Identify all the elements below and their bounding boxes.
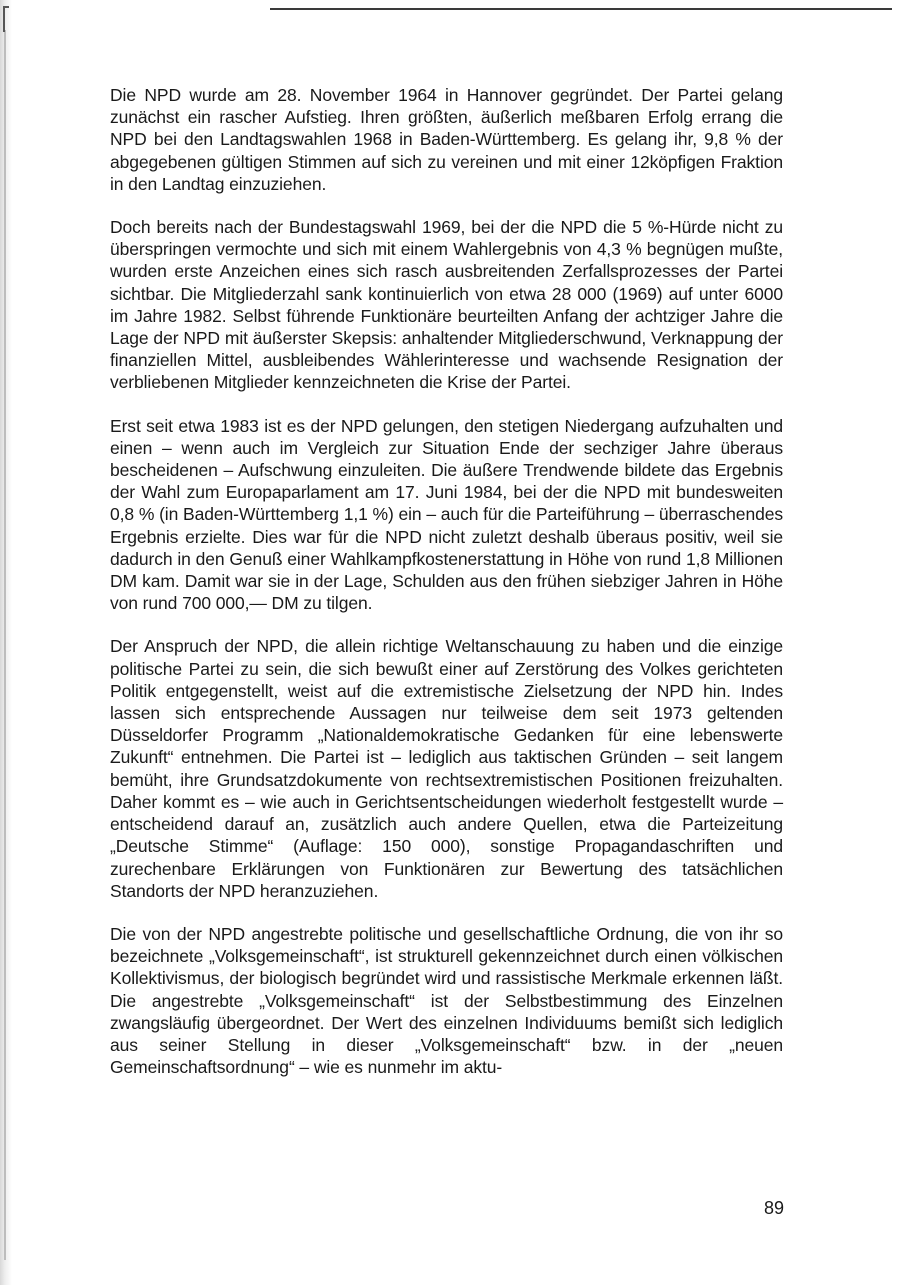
paragraph-volksgemeinschaft: Die von der NPD angestrebte politische und gesellschaftliche Ordnung, die von ihr so bezeichnete „Volksgemeinschaft“, ist strukturell gekennzeichnet durch einen völkischen Kollektivismus, der biologisch begründet wird und rassistische Merkmale erkennen läßt. Die angestrebte „Volksgemeinschaft“ ist der Selbstbestimmung des Einzelnen zwangsläufig übergeordnet. Der Wert des einzelnen Individuums bemißt sich lediglich aus seiner Stellung in dieser „Volksgemeinschaft“ bzw. in der „neuen Gemeinschaftsordnung“ – wie es nunmehr im aktu- (110, 923, 783, 1078)
page-edge-line (4, 30, 6, 1260)
top-rule-line (270, 8, 892, 10)
corner-crop-mark (3, 6, 9, 32)
page-number: 89 (763, 1198, 784, 1218)
paragraph-founding: Die NPD wurde am 28. November 1964 in Hannover gegründet. Der Partei gelang zunächst ein rascher Aufstieg. Ihren größten, äußerlich meßbaren Erfolg errang die NPD bei den Landtagswahlen 1968 in Baden-Württemberg. Es gelang ihr, 9,8 % der abgegebenen gültigen Stimmen auf sich zu vereinen und mit einer 12köpfigen Fraktion in den Landtag einzuziehen. (110, 85, 783, 194)
page-binding-shadow (0, 0, 12, 1285)
paragraph-decline: Doch bereits nach der Bundestagswahl 1969, bei der die NPD die 5 %-Hürde nicht zu überspringen vermochte und sich mit einem Wahlergebnis von 4,3 % begnügen mußte, wurden erste Anzeichen eines sich rasch ausbreitenden Zerfallsprozesses der Partei sichtbar. Die Mitgliederzahl sank kontinuierlich von etwa 28 000 (1969) auf unter 6000 im Jahre 1982. Selbst führende Funktionäre beurteilten Anfang der achtziger Jahre die Lage der NPD mit äußerster Skepsis: anhaltender Mitgliederschwund, Verknappung der finanziellen Mittel, ausbleibendes Wählerinteresse und wachsende Resignation der verbliebenen Mitglieder kennzeichneten die Krise der Partei. (110, 217, 783, 393)
paragraph-recovery: Erst seit etwa 1983 ist es der NPD gelungen, den stetigen Niedergang aufzuhalten und einen – wenn auch im Vergleich zur Situation Ende der sechziger Jahre überaus bescheidenen – Aufschwung einzuleiten. Die äußere Trendwende bildete das Ergebnis der Wahl zum Europaparlament am 17. Juni 1984, bei der die NPD mit bundesweiten 0,8 % (in Baden-Württemberg 1,1 %) ein – auch für die Parteiführung – überraschendes Ergebnis erzielte. Dies war für die NPD nicht zuletzt deshalb überaus positiv, weil sie dadurch in den Genuß einer Wahlkampfkostenerstattung in Höhe von rund 1,8 Millionen DM kam. Damit war sie in der Lage, Schulden aus den frühen siebziger Jahren in Höhe von rund 700 000,— DM zu tilgen. (110, 415, 783, 614)
paragraph-claim: Der Anspruch der NPD, die allein richtige Weltanschauung zu haben und die einzige politische Partei zu sein, die sich bewußt einer auf Zerstörung des Volkes gerichteten Politik entgegenstellt, weist auf die extremistische Zielsetzung der NPD hin. Indes lassen sich entsprechende Aussagen nur teilweise dem seit 1973 geltenden Düsseldorfer Programm „Nationaldemokratische Gedanken für eine lebenswerte Zukunft“ entnehmen. Die Partei ist – lediglich aus taktischen Gründen – seit langem bemüht, ihre Grundsatzdokumente von rechtsextremistischen Positionen freizuhalten. Daher kommt es – wie auch in Gerichtsentscheidungen wiederholt festgestellt wurde – entscheidend darauf an, zusätzlich auch andere Quellen, etwa die Parteizeitung „Deutsche Stimme“ (Auflage: 150 000), sonstige Propagandaschriften und zurechenbare Erklärungen von Funktionären zur Bewertung des tatsächlichen Standorts der NPD heranzuziehen. (110, 636, 783, 901)
body-text (110, 84, 783, 1099)
